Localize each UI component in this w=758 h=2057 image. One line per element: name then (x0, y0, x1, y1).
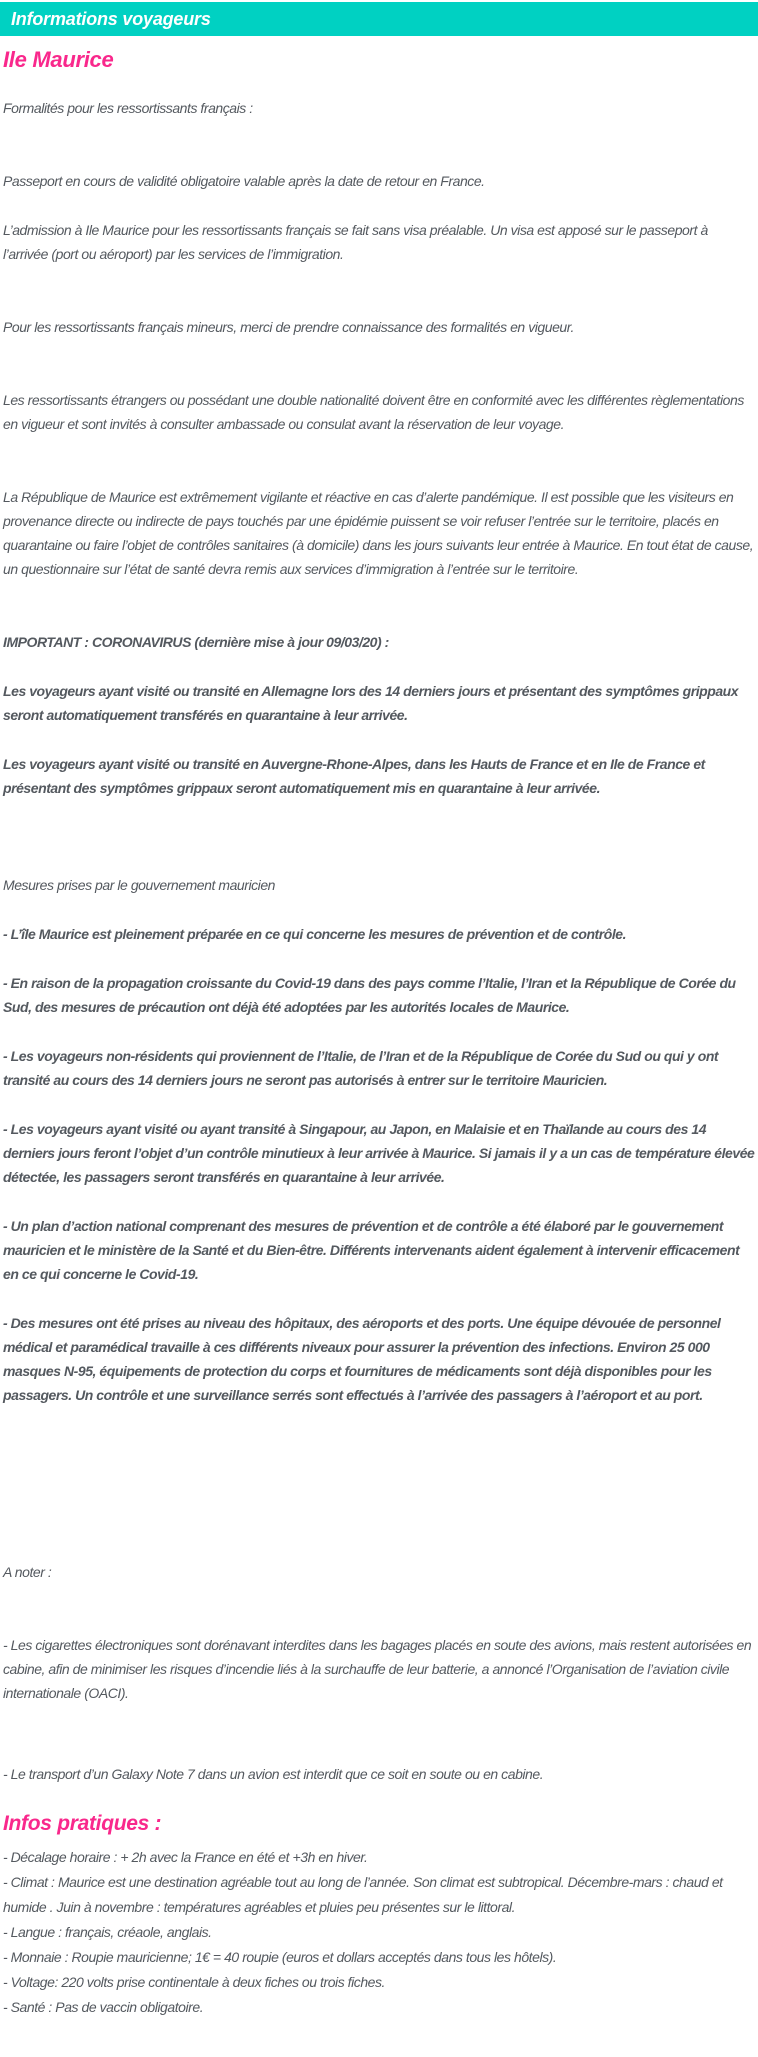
body-paragraph: - Le transport d’un Galaxy Note 7 dans un avion est interdit que ce soit en soute ou en cabine. (3, 1766, 544, 1782)
paragraph-spacer (3, 1609, 755, 1633)
infos-pratiques-heading: Infos pratiques : (3, 1812, 162, 1835)
paragraph-spacer (3, 606, 755, 630)
infos-pratiques-item: - Décalage horaire : + 2h avec la France en été et +3h en hiver. (3, 1849, 368, 1865)
body-paragraph: IMPORTANT : CORONAVIRUS (dernière mise à jour 09/03/20) : (3, 634, 389, 650)
body-paragraph: - Un plan d’action national comprenant des mesures de prévention et de contrôle a été élaboré par le gouvernement mauricien et le ministère de la Santé et du Bien-être. Différents intervenants aident également à intervenir efficacement en ce qui concerne le Covid-19. (3, 1218, 740, 1282)
body-paragraph: - En raison de la propagation croissante du Covid-19 dans des pays comme l’Italie, l’Iran et la République de Corée du Sud, des mesures de précaution ont déjà été adoptées par les autorités locales de Maurice. (3, 975, 736, 1015)
paragraph-spacer (3, 364, 755, 388)
infos-pratiques-item: - Santé : Pas de vaccin obligatoire. (3, 1999, 204, 2015)
infos-pratiques-item: - Voltage: 220 volts prise continentale à deux fiches ou trois fiches. (3, 1974, 385, 1990)
body-paragraph: Les voyageurs ayant visité ou transité en Auvergne-Rhone-Alpes, dans les Hauts de France et en Ile de France et présentant des symptômes grippaux seront automatiquement mis en quarantaine à leur arrivée. (3, 756, 705, 796)
body-paragraph: Mesures prises par le gouvernement mauricien (3, 877, 275, 893)
paragraph-spacer (3, 825, 755, 873)
body-paragraph: L’admission à Ile Maurice pour les ressortissants français se fait sans visa préalable. Un visa est apposé sur le passeport à l’arrivée (port ou aéroport) par les services de l’immigration. (3, 222, 708, 262)
infos-pratiques-item: - Climat : Maurice est une destination agréable tout au long de l’année. Son climat est subtropical. Décembre-mars : chaud et humide . Juin à novembre : températures agréables et pluies peu présentes sur le littoral. (3, 1874, 723, 1915)
body-paragraph: La République de Maurice est extrêmement vigilante et réactive en cas d’alerte pandémique. Il est possible que les visiteurs en provenance directe ou indirecte de pays touchés par une épidémie puissent se voir refuser l’entrée sur le territoire, placés en quarantaine ou faire l’objet de contrôles sanitaires (à domicile) dans les jours suivants leur entrée à Maurice. En tout état de cause, un questionnaire sur l’état de santé devra remis aux services d’immigration à l’entrée sur le territoire. (3, 489, 754, 577)
body-paragraph: - Les voyageurs non-résidents qui proviennent de l’Italie, de l’Iran et de la République de Corée du Sud ou qui y ont transité au cours des 14 derniers jours ne seront pas autorisés à entrer sur le territoire Mauricien. (3, 1048, 719, 1088)
body-paragraph: Pour les ressortissants français mineurs, merci de prendre connaissance des formalités en vigueur. (3, 319, 574, 335)
infos-pratiques-list (0, 1845, 758, 2032)
paragraph-spacer (3, 145, 755, 169)
body-paragraph: - Des mesures ont été prises au niveau des hôpitaux, des aéroports et des ports. Une équipe dévouée de personnel médical et paramédical travaille à ces différents niveaux pour assurer la prévention des infections. Environ 25 000 masques N-95, équipements de protection du corps et fournitures de médicaments sont déjà disponibles pour les passagers. Un contrôle et une surveillance serrés sont effectués à l’arrivée des passagers à l’aéroport et au port. (3, 1315, 721, 1403)
body-paragraph: A noter : (3, 1564, 52, 1580)
page-header-title: Informations voyageurs (11, 8, 211, 29)
body-paragraph: Les ressortissants étrangers ou possédant une double nationalité doivent être en conformité avec les différentes règlementations en vigueur et sont invités à consulter ambassade ou consulat avant la réservation de leur voyage. (3, 392, 744, 432)
content-body (0, 96, 758, 1786)
body-paragraph: Passeport en cours de validité obligatoire valable après la date de retour en France. (3, 173, 485, 189)
infos-pratiques-item: - Monnaie : Roupie mauricienne; 1€ = 40 roupie (euros et dollars acceptés dans tous les hôtels). (3, 1949, 557, 1965)
body-paragraph: - Les cigarettes électroniques sont dorénavant interdites dans les bagages placés en soute des avions, mais restent autorisées en cabine, afin de minimiser les risques d’incendie liés à la surchauffe de leur batterie, a annoncé l’Organisation de l’aviation civile internationale (OACI). (3, 1637, 752, 1701)
page-title: Ile Maurice (3, 47, 114, 72)
body-paragraph: Les voyageurs ayant visité ou transité en Allemagne lors des 14 derniers jours et présentant des symptômes grippaux seront automatiquement transférés en quarantaine à leur arrivée. (3, 683, 739, 723)
body-paragraph: - L’île Maurice est pleinement préparée en ce qui concerne les mesures de prévention et de contrôle. (3, 926, 627, 942)
body-paragraph: Formalités pour les ressortissants français : (3, 100, 253, 116)
body-paragraph: - Les voyageurs ayant visité ou ayant transité à Singapour, au Japon, en Malaisie et en Thaïlande au cours des 14 derniers jours feront l’objet d’un contrôle minutieux à leur arrivée à Maurice. Si jamais il y a un cas de température élevée détectée, les passagers seront transférés en quarantaine à leur arrivée. (3, 1121, 755, 1185)
paragraph-spacer (3, 1432, 755, 1560)
page-header-bar (0, 2, 758, 36)
paragraph-spacer (3, 291, 755, 315)
paragraph-spacer (3, 461, 755, 485)
paragraph-spacer (3, 1730, 755, 1762)
infos-pratiques-item: - Langue : français, créaole, anglais. (3, 1924, 212, 1940)
